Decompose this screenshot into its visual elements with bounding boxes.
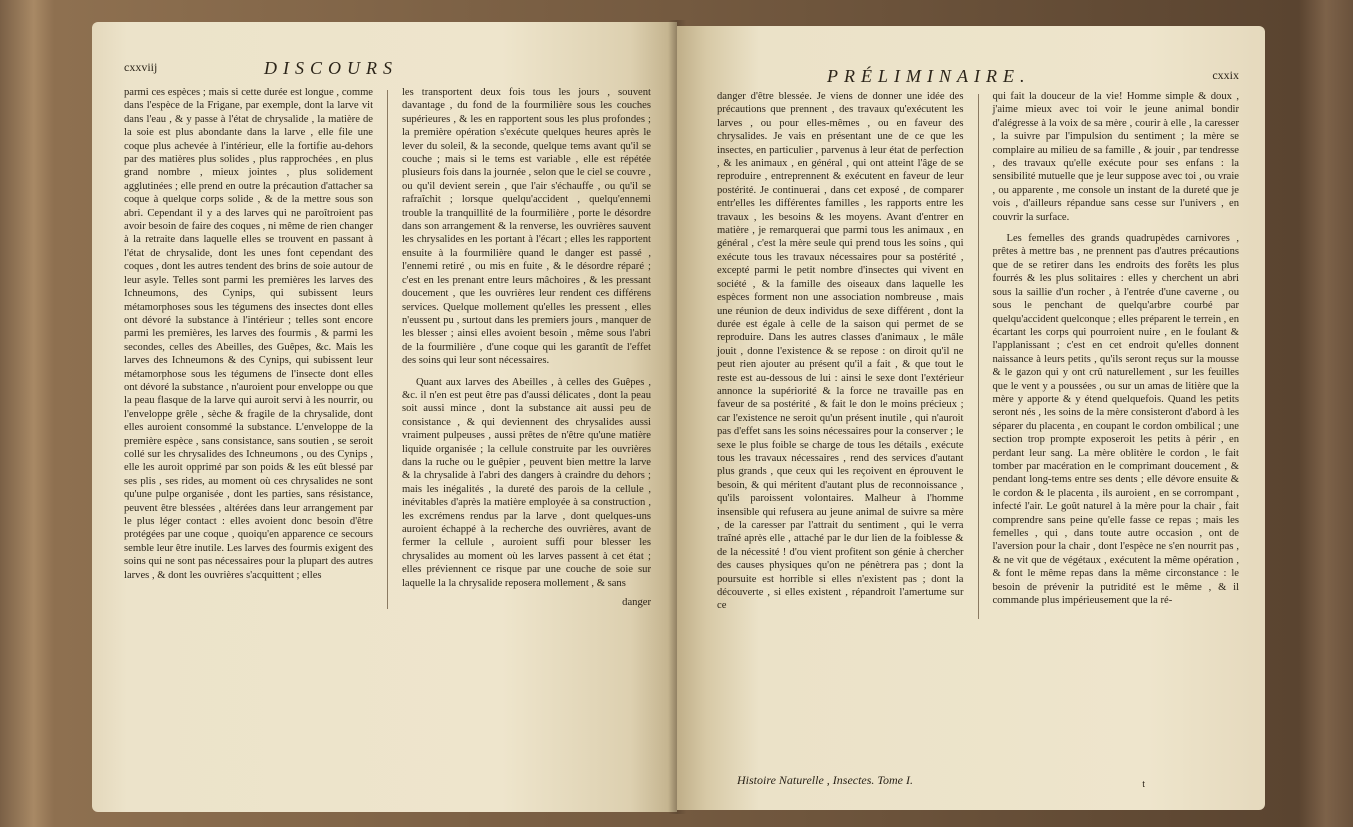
page-footer: Histoire Naturelle , Insectes. Tome I. xyxy=(737,773,913,787)
column-divider xyxy=(978,94,979,619)
left-page xyxy=(92,22,677,812)
left-running-title: DISCOURS xyxy=(264,58,398,78)
column-divider xyxy=(387,90,388,609)
paragraph: Quant aux larves des Abeilles , à celles des Guêpes , &c. il n'en est peut être pas d'aussi délicates , dont la peau soit aussi mince , dont la substance ait aussi peu de consistance , & qui deviennent des chrysalides aussi vraiment pulpeuses , aussi prêtes de n'être qu'une matière liquide organisée ; la cellule construite par les ouvrières dans la ruche ou le guêpier , peuvent bien mettre la larve & la chrysalide à l'abri des dangers à craindre du dehors ; mais les inégalités , la dureté des parois de la cellule , inévitables d'après la matière employée à sa construction , les excrémens rendus par la larve , dont quelques-uns auroient échappé à la recherche des ouvrières, avant de fermer la cellule , auroient suffi pour blesser les chrysalides au moment où les larves passent à cet état ; elles préviennent ce risque par une couche de soie sur laquelle la la chrysalide reposera mollement , & sans xyxy=(401,376,651,589)
left-columns xyxy=(124,86,651,609)
right-running-title: PRÉLIMINAIRE. xyxy=(827,66,1031,86)
paragraph: qui fait la douceur de la vie! Homme simple & doux , j'aime mieux avec toi voir le jeune animal bondir d'alégresse à la voix de sa mère , courir à elle , la caresser , la suivre par l'impulsion du sentiment ; la mère se complaire au milieu de sa famille , & jouir , par tendresse , des travaux qu'elle exécute pour ses enfans : la sensibilité mutuelle que je leur suppose avec toi , ou vraie , ou apparente , me console un instant de la dureté que je vois , d'ailleurs répandue sans cesse sur l'univers , en couvrir la surface. xyxy=(992,91,1239,223)
right-page-number: cxxix xyxy=(1212,68,1239,82)
right-page xyxy=(677,26,1265,810)
paragraph: danger d'être blessée. Je viens de donner une idée des précautions que prennent , des travaux qu'exécutent les larves , ou pour elles-mêmes , ou en faveur des chrysalides. Je vais en présentant une de ce que les insectes, en particulier , parvenus à leur état de perfection , & les animaux , en général , qui ont atteint l'âge de se reproduire , entreprennent & exécutent en faveur de leur postérité. Je continuerai , dans cet exposé , de comparer entr'elles les différentes familles , les rapports entre les travaux , les besoins & les moyens. Avant d'entrer en matière , je remarquerai que parmi tous les animaux , en général , c'est la mère seule qui prend tous les soins , qui exécute tous les travaux nécessaires pour sa postérité , excepté parmi le petit nombre d'insectes qui vivent en société , & la famille des oiseaux dans laquelle les espèces forment non une association nombreuse , mais une réunion de deux individus de sexe différent , dont la durée est égale à celle de la saison qui permet de se reproduire. Dans les autres classes d'animaux , le mâle jouit , donne l'existence & se repose : on diroit qu'il ne peut rien ajouter au présent qu'il a fait , & que tout le reste est au-dessous de lui : ainsi le sexe dont l'extérieur annonce la supériorité & la force ne travaille pas en faveur de sa postérité , & fait le don le moins précieux ; car l'existence ne seroit qu'un présent inutile , qui n'auroit pas d'effet sans les soins nécessaires pour la conserver ; le sexe le plus foible se charge de tous les détails , exécute tous les travaux nécessaires , rend des services d'autant plus grands , que ceux qui les reçoivent en éprouvent le besoin, & qui méritent d'autant plus de reconnoissance , qu'ils paroissent volontaires. Malheur à l'homme insensible qui refusera au jeune animal de suivre sa mère , de la caresser par l'attrait du sentiment , qui le verra traîné après elle , attaché par le dur lien de la foiblesse & de la nécessité ! d'ou vient profitent son génie à chercher des causes physiques qu'on ne pénètrera pas ; dont la poursuite est horrible si elles n'existent pas ; dont la découverte , si elles existent , répandroit l'amertume sur ce xyxy=(717,91,964,612)
signature-mark: t xyxy=(1142,779,1145,790)
left-running-head xyxy=(124,58,651,86)
left-column-1 xyxy=(124,86,373,609)
right-running-head xyxy=(717,62,1239,90)
left-page-number: cxxviij xyxy=(124,60,158,74)
right-columns xyxy=(717,90,1239,619)
right-column-1 xyxy=(717,90,964,619)
paragraph: les transportent deux fois tous les jours , souvent davantage , du fond de la fourmilière sous les couches supérieures , & les en rapportent sous les plus profondes ; la première opération s'exécute quelques heures après le lever du soleil, & la seconde, quelque tems avant qu'il se couche ; mais si le tems est variable , elle est répétée plusieurs fois dans la journée , selon que le ciel se couvre , ou qu'il devient serein , que l'air s'échauffe , ou qu'il se rafraîchit ; lorsque quelqu'accident , quelqu'ennemi trouble la tranquillité de la fourmilière , porte le désordre dans son arrangement & la renverse, les ouvrières sauvent les chrysalides en les portant à l'écart ; elles les rapportent ensuite à la fourmilière quand le danger est passé , l'ennemi retiré , ou mis en fuite , & le désordre réparé ; c'est en les prenant entre leurs mâchoires , & les pressant doucement , que les ouvrières leur rendent ces différens services. Quelque mollement qu'elles les pressent , elles n'eussent pu , surtout dans les premiers jours , manquer de les blesser ; ainsi elles avoient besoin , même sous l'abri de la fourmilière , d'une coque qui les garantît de l'effet des soins qui leur sont nécessaires. xyxy=(401,87,651,367)
left-column-2 xyxy=(402,86,651,609)
paragraph: Les femelles des grands quadrupèdes carnivores , prêtes à mettre bas , ne prennent pas d'autres précautions que de se retirer dans les endroits des forêts les plus fourrés & les plus solitaires : elles y cherchent un abri sous la saillie d'un rocher , à l'entrée d'une caverne , ou sous le penchant de quelqu'arbre courbé par quelqu'accident quelconque ; elles préparent le terrein , en écartant les corps qui pourroient nuire , en le foulant & l'applanissant ; c'est en cet endroit qu'elles donnent naissance à leurs petits , qu'ils seront reçus sur la mousse & le gazon qui y ont crû naturellement , sur les feuilles que le vent y a poussées , ou sur un amas de litière que la mère y apporte & y étend quelquefois. Quand les petits seront nés , les soins de la mère consisteront d'abord à les séparer du placenta , en coupant le cordon ombilical ; une section trop prompte exposeroit les petits à périr , en perdant leur sang. La mère oblitère le cordon , le fait tomber par macération en le comprimant doucement , & pendant long-tems entre ses dents ; elle dévore ensuite & le cordon & le placenta , ils auroient , en se corrompant , infecté l'air. Le goût naturel à la mère pour la chair , fait comprendre sans peine qu'elle fasse ce repas ; mais les femelles , qui , dans toute autre occasion , ont de l'aversion pour la chair , dont l'espèce ne s'en nourrit pas , & ne vit que de végétaux , exécutent la même opération , & font le même repas dans la même circonstance : le besoin de prévenir la putridité est le même , & il commande plus impérieusement que la ré- xyxy=(992,233,1239,607)
paragraph: parmi ces espèces ; mais si cette durée est longue , comme dans l'espèce de la Frigane, par exemple, dont la larve vit dans l'eau , & y passe à l'état de chrysalide , la matière de la soie est plus abondante dans la larve , elle file une coque plus achevée à l'intérieur, elle la fortifie au-dehors par des matières plus solides , plus rapprochées , en plus grand nombre , mieux jointes , plus solidement agglutinées ; elle prend en outre la précaution d'attacher sa coque à quelque corps solide , & de la mettre sous son abri. Cependant il y a des larves qui ne paroîtroient pas avoir besoin de faire des coques , ni même de rien changer à la retraite dans laquelle elles se trouvent en passant à l'état de chrysalide, dont les unes font cependant des coques , dont les autres tendent des brins de soie autour de leur asyle. Telles sont parmi les premières les larves des Ichneumons, des Cynips, qui subissent leurs métamorphoses sous les tégumens des insectes dont elles ont dévoré la substance à l'intérieur ; telles sont encore parmi les premières, les larves des fourmis , & parmi les secondes, celles des Abeilles, des Guêpes, &c. Mais les larves des Ichneumons & des Cynips, qui subissent leur métamorphose sous les tégumens de l'insecte dont elles ont dévoré la substance , n'auroient pour enveloppe ou que la peau flasque de la larve qui auroit servi à les nourrir, ou l'enveloppe grêle , sèche & fragile de la chrysalide, dont elles auroient consommé la substance. L'enveloppe de la première espèce , sans consistance, sans soutien , se seroit collé sur les chrysalides des Ichneumons , ou des Cynips , elle les auroit opprimé par son poids & les eût blessé par ses plis , ses rides, au moment où ces chrysalides ne sont qu'une pulpe organisée , dont les parties, sans résistance, peuvent être blessées , altérées dans leur arrangement par le plus léger contact : elles avoient donc besoin d'être protégées par une coque , quoiqu'en apparence ce secours semble leur être inutile. Les larves des fourmis exigent des soins qui ne sont pas nécessaires pour la plupart des autres larves , & dont les ouvrières s'acquittent ; elles xyxy=(124,87,374,581)
catchword: danger xyxy=(622,597,651,609)
right-column-2 xyxy=(992,90,1239,619)
